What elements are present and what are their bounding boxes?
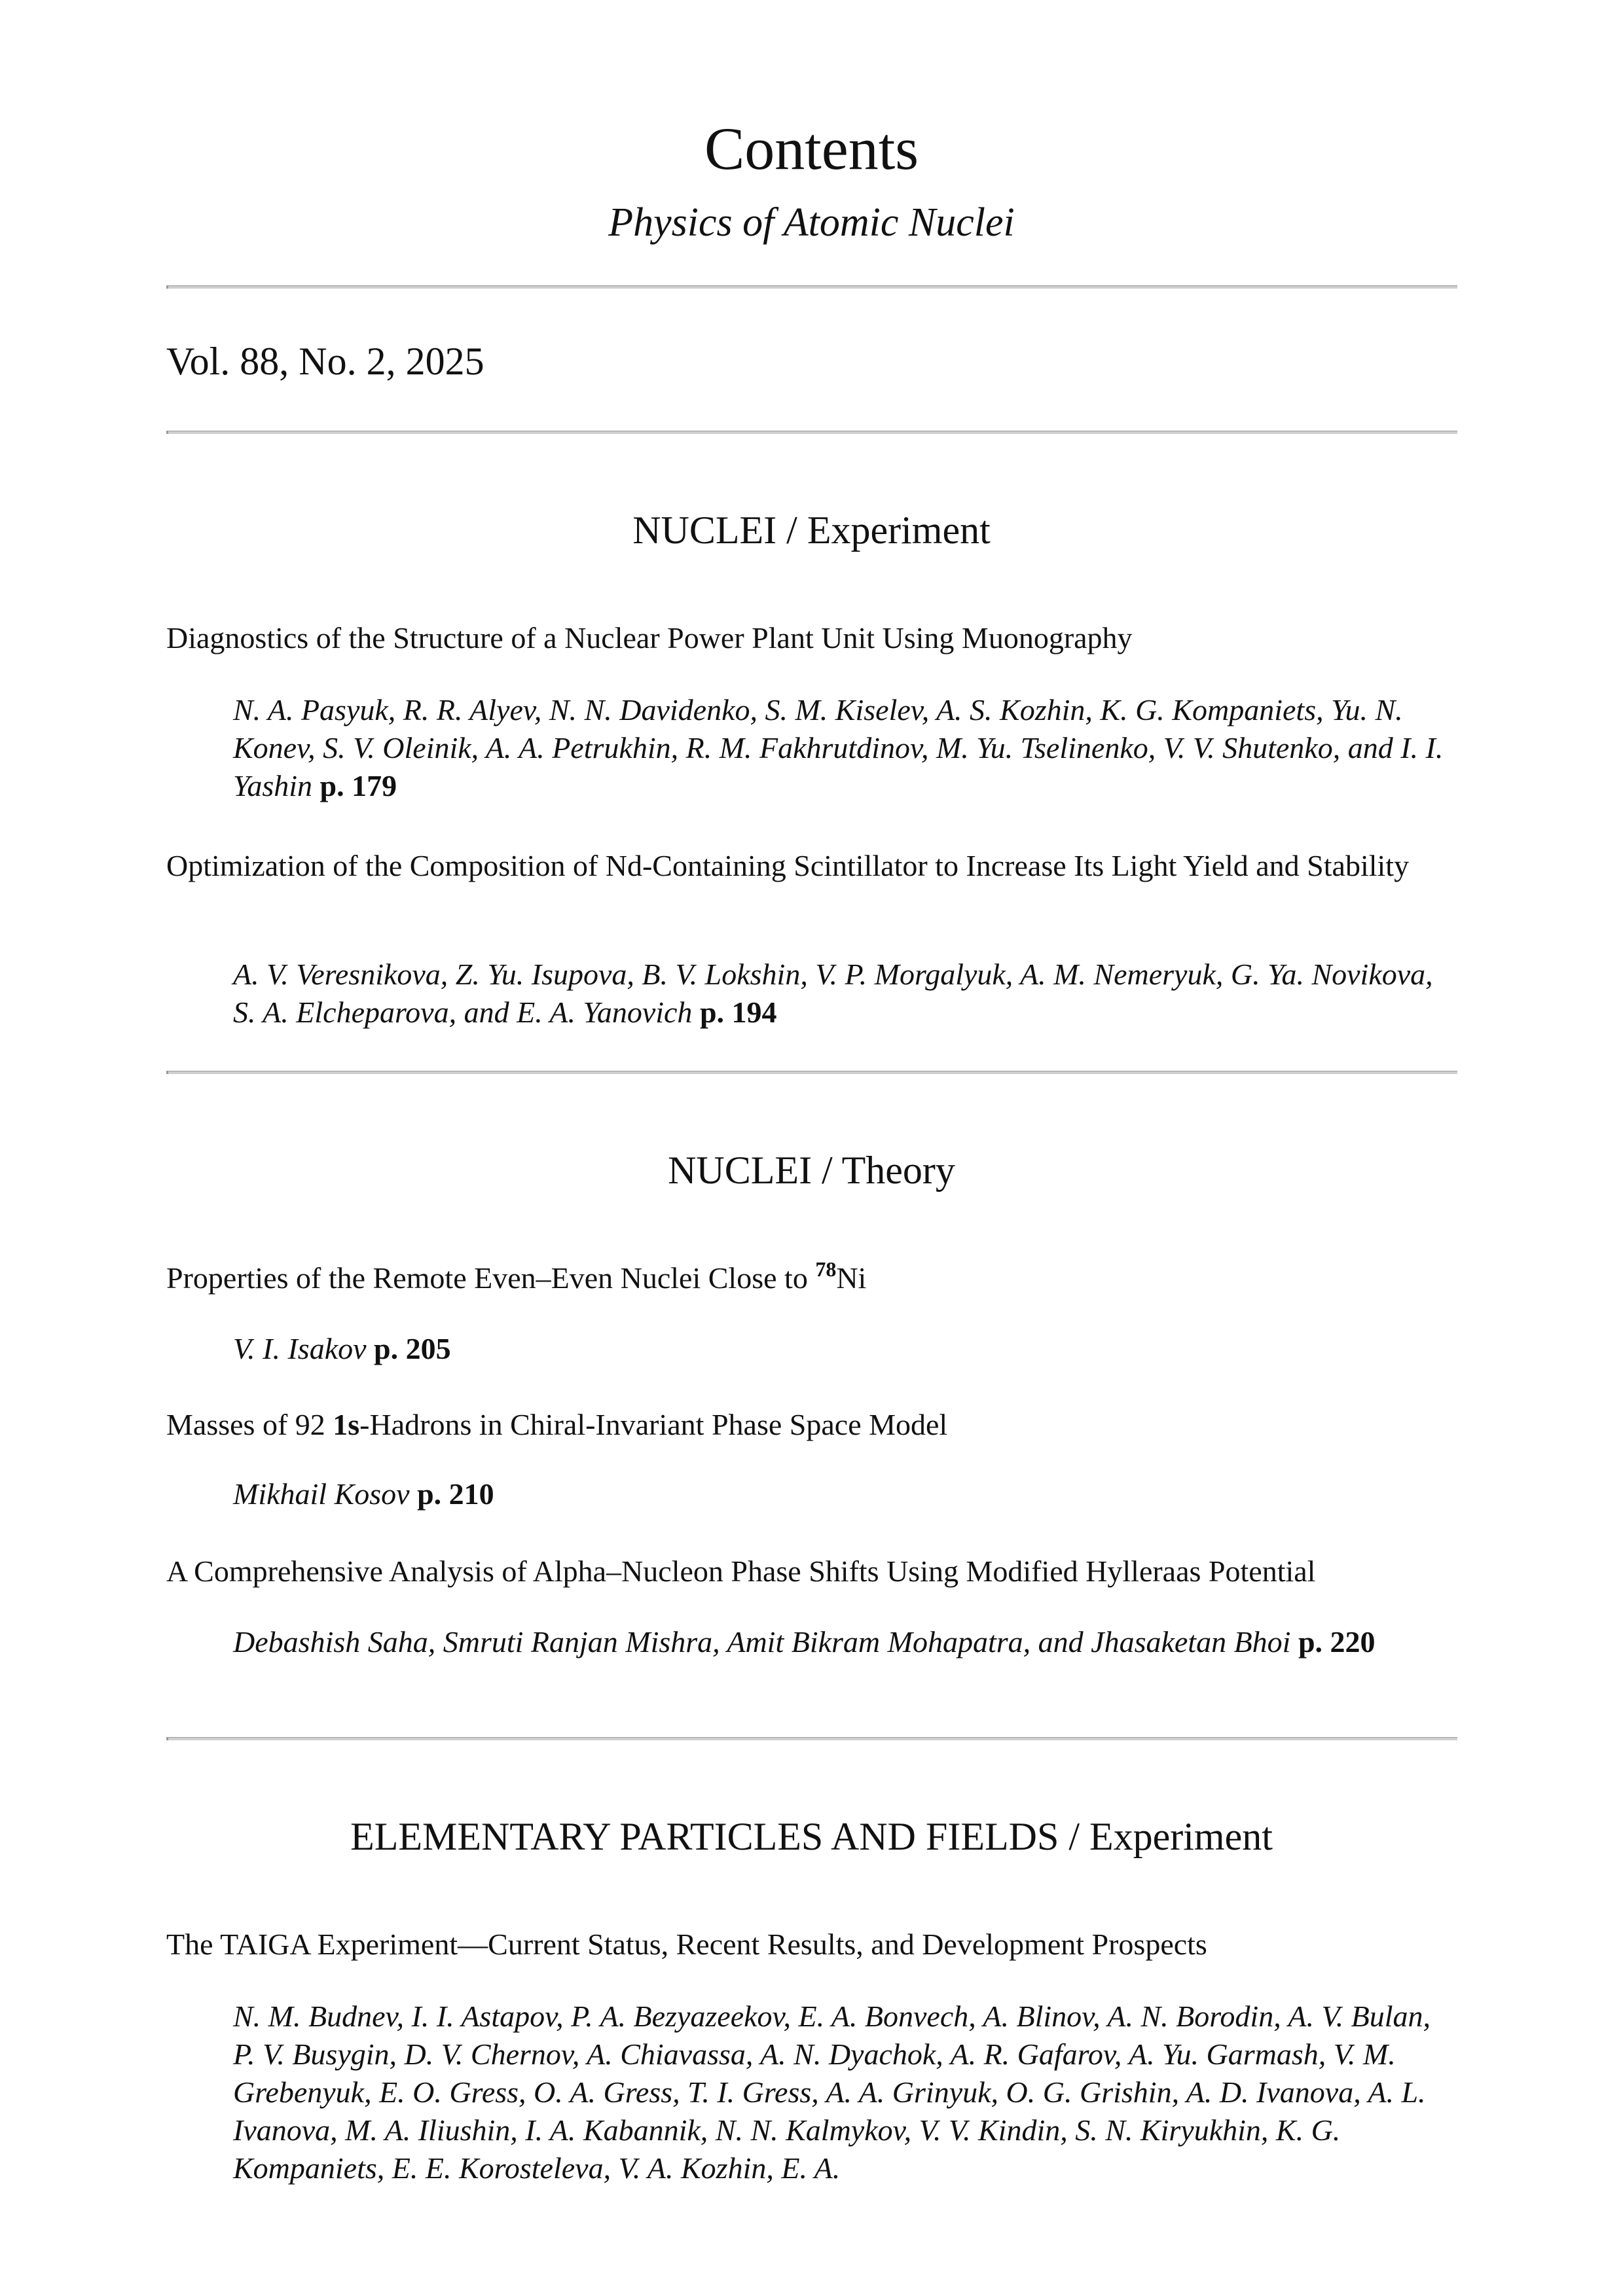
article-title[interactable]: Optimization of the Composition of Nd-Containing Scintillator to Increase Its Light Yield and Stability	[166, 849, 1410, 882]
divider	[166, 431, 1457, 434]
article-authors: Mikhail Kosov p. 210	[233, 1477, 494, 1511]
journal-name: Physics of Atomic Nuclei	[608, 200, 1015, 245]
volume-issue: Vol. 88, No. 2, 2025	[166, 340, 484, 383]
divider	[166, 1071, 1457, 1074]
article-title[interactable]: The TAIGA Experiment—Current Status, Recent Results, and Development Prospects	[166, 1928, 1207, 1961]
article-authors: N. M. Budnev, I. I. Astapov, P. A. Bezyazeekov, E. A. Bonvech, A. Blinov, A. N. Borodin, A. V. Bulan, P. V. Busygin, D. V. Chernov, A. Chiavassa, A. N. Dyachok, A. R. Gafarov, A. Yu. Garmash, V. M. Grebenyuk, E. O. Gress, O. A. Gress, T. I. Gress, A. A. Grinyuk, O. G. Grishin, A. D. Ivanova, A. L. Ivanova, M. A. Iliushin, I. A. Kabannik, N. N. Kalmykov, V. V. Kindin, S. N. Kiryukhin, K. G. Kompaniets, E. E. Korosteleva, V. A. Kozhin, E. A.	[233, 2000, 1431, 2185]
article-title[interactable]: Diagnostics of the Structure of a Nuclear Power Plant Unit Using Muonography	[166, 621, 1133, 655]
page-number: p. 210	[417, 1477, 494, 1511]
page-number: p. 179	[319, 769, 397, 802]
article-title[interactable]: Masses of 92 1s-Hadrons in Chiral-Invariant Phase Space Model	[166, 1408, 948, 1441]
article-authors: Debashish Saha, Smruti Ranjan Mishra, Amit Bikram Mohapatra, and Jhasaketan Bhoi p. 220	[233, 1625, 1376, 1659]
symbol-1s: 1s	[333, 1408, 360, 1441]
page-title: Contents	[704, 115, 919, 182]
divider	[166, 1737, 1457, 1740]
article-title[interactable]: A Comprehensive Analysis of Alpha–Nucleon Phase Shifts Using Modified Hylleraas Potential	[166, 1554, 1316, 1588]
article-authors: N. A. Pasyuk, R. R. Alyev, N. N. Davidenko, S. M. Kiselev, A. S. Kozhin, K. G. Kompaniets, Yu. N. Konev, S. V. Oleinik, A. A. Petrukhin, R. M. Fakhrutdinov, M. Yu. Tselinenko, V. V. Shutenko, and I. I. Yashin p. 179	[233, 693, 1444, 802]
divider	[166, 285, 1457, 289]
section-heading: ELEMENTARY PARTICLES AND FIELDS / Experiment	[350, 1815, 1273, 1858]
article-title[interactable]: Properties of the Remote Even–Even Nuclei Close to $^{78}$Ni	[166, 1257, 867, 1295]
page-number: p. 205	[374, 1332, 451, 1365]
section-heading: NUCLEI / Experiment	[632, 509, 991, 552]
section-heading: NUCLEI / Theory	[668, 1149, 955, 1192]
mass-number: 78	[815, 1257, 837, 1281]
page-number: p. 220	[1298, 1625, 1376, 1659]
article-authors: A. V. Veresnikova, Z. Yu. Isupova, B. V. Lokshin, V. P. Morgalyuk, A. M. Nemeryuk, G. Ya. Novikova, S. A. Elcheparova, and E. A. Yanovich p. 194	[233, 958, 1433, 1029]
article-authors: V. I. Isakov p. 205	[233, 1332, 451, 1365]
page-number: p. 194	[699, 996, 777, 1029]
